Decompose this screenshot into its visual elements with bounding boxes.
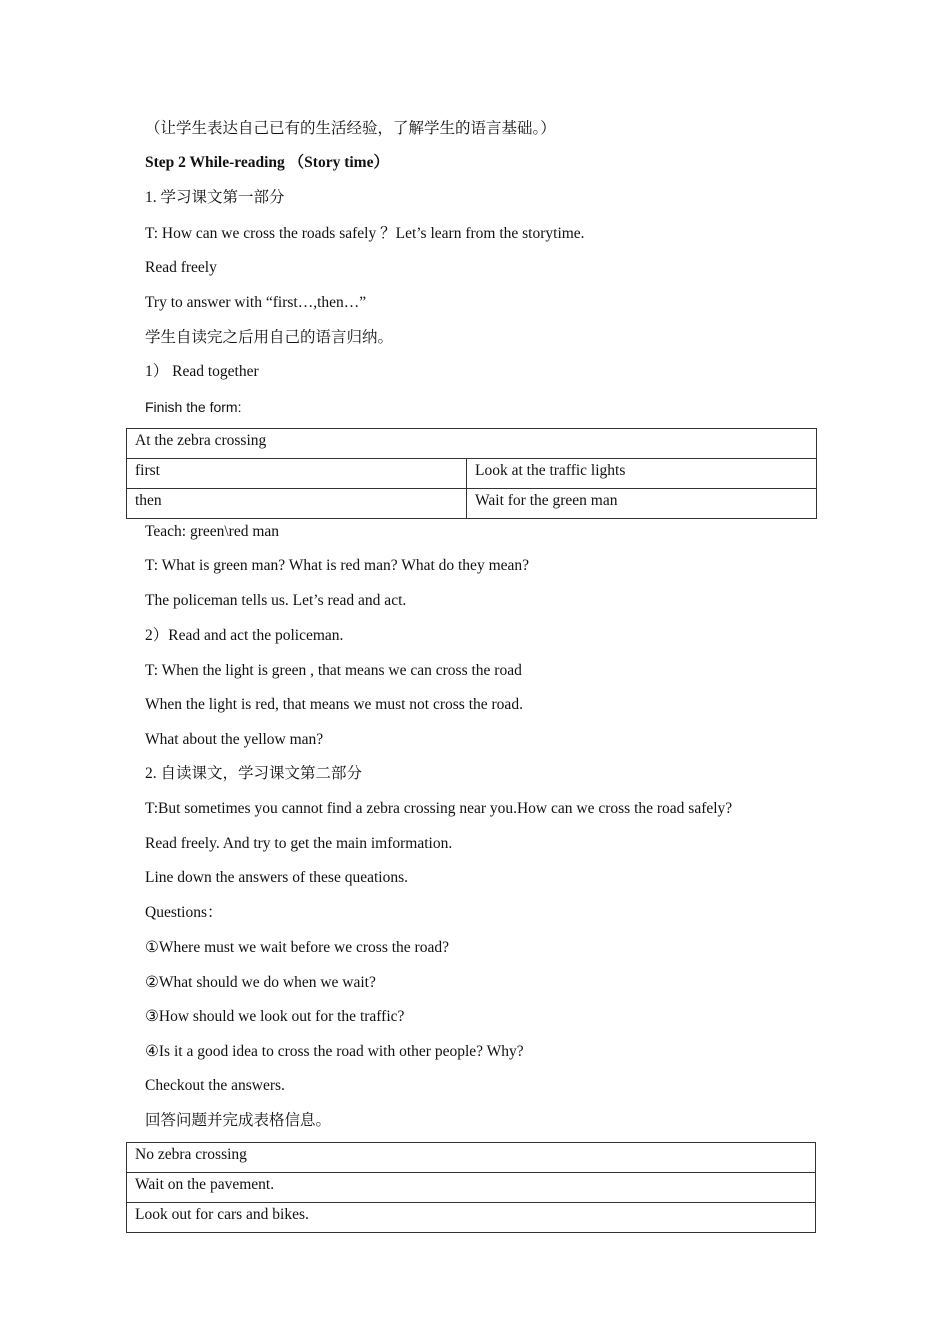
table-cell: first [127, 459, 467, 489]
question-1: ①Where must we wait before we cross the road? [145, 939, 449, 956]
no-zebra-table [126, 1142, 816, 1233]
teacher-green-light: T: When the light is green , that means we can cross the road [145, 662, 522, 679]
teach-line: Teach: green\red man [145, 523, 280, 540]
zebra-crossing-table [126, 428, 817, 519]
summarize-note: 学生自读完之后用自己的语言归纳。 [145, 329, 394, 346]
question-2: ②What should we do when we wait? [145, 974, 376, 991]
table-cell: Look out for cars and bikes. [127, 1203, 816, 1233]
red-light: When the light is red, that means we must not cross the road. [145, 696, 523, 713]
line-down: Line down the answers of these queations. [145, 869, 409, 886]
policeman-tells: The policeman tells us. Let’s read and act. [145, 592, 407, 609]
question-4: ④Is it a good idea to cross the road with other people? Why? [145, 1043, 524, 1060]
table-row [127, 489, 817, 519]
yellow-man: What about the yellow man? [145, 731, 324, 748]
finish-form: Finish the form: [145, 399, 242, 415]
table-cell: Wait for the green man [467, 489, 817, 519]
part2-title: 2. 自读课文，学习课文第二部分 [145, 765, 363, 782]
table-header: At the zebra crossing [127, 429, 817, 459]
teacher-green-red: T: What is green man? What is red man? What do they mean? [145, 557, 530, 574]
teacher-no-zebra: T:But sometimes you cannot find a zebra crossing near you.How can we cross the road safely? [145, 800, 733, 817]
table-cell: then [127, 489, 467, 519]
read-freely-main: Read freely. And try to get the main imformation. [145, 835, 453, 852]
answer-note: 回答问题并完成表格信息。 [145, 1112, 332, 1129]
teacher-question-1: T: How can we cross the roads safely ？Let’s learn from the storytime. [145, 225, 585, 242]
questions-label: Questions： [145, 904, 223, 921]
table-cell: No zebra crossing [127, 1143, 816, 1173]
table-row [127, 1143, 816, 1173]
read-act: 2）Read and act the policeman. [145, 627, 344, 644]
table-cell: Wait on the pavement. [127, 1173, 816, 1203]
table-row [127, 1173, 816, 1203]
table-cell: Look at the traffic lights [467, 459, 817, 489]
checkout: Checkout the answers. [145, 1077, 285, 1094]
intro-note: （让学生表达自己已有的生活经验，了解学生的语言基础。） [145, 120, 556, 137]
read-together: 1） Read together [145, 363, 259, 380]
table-row [127, 1203, 816, 1233]
part1-title: 1. 学习课文第一部分 [145, 189, 285, 206]
question-3: ③How should we look out for the traffic? [145, 1008, 405, 1025]
table-row [127, 459, 817, 489]
step2-heading: Step 2 While-reading （Story time） [145, 154, 389, 171]
try-answer: Try to answer with “first…,then…” [145, 294, 367, 311]
read-freely: Read freely [145, 259, 217, 276]
